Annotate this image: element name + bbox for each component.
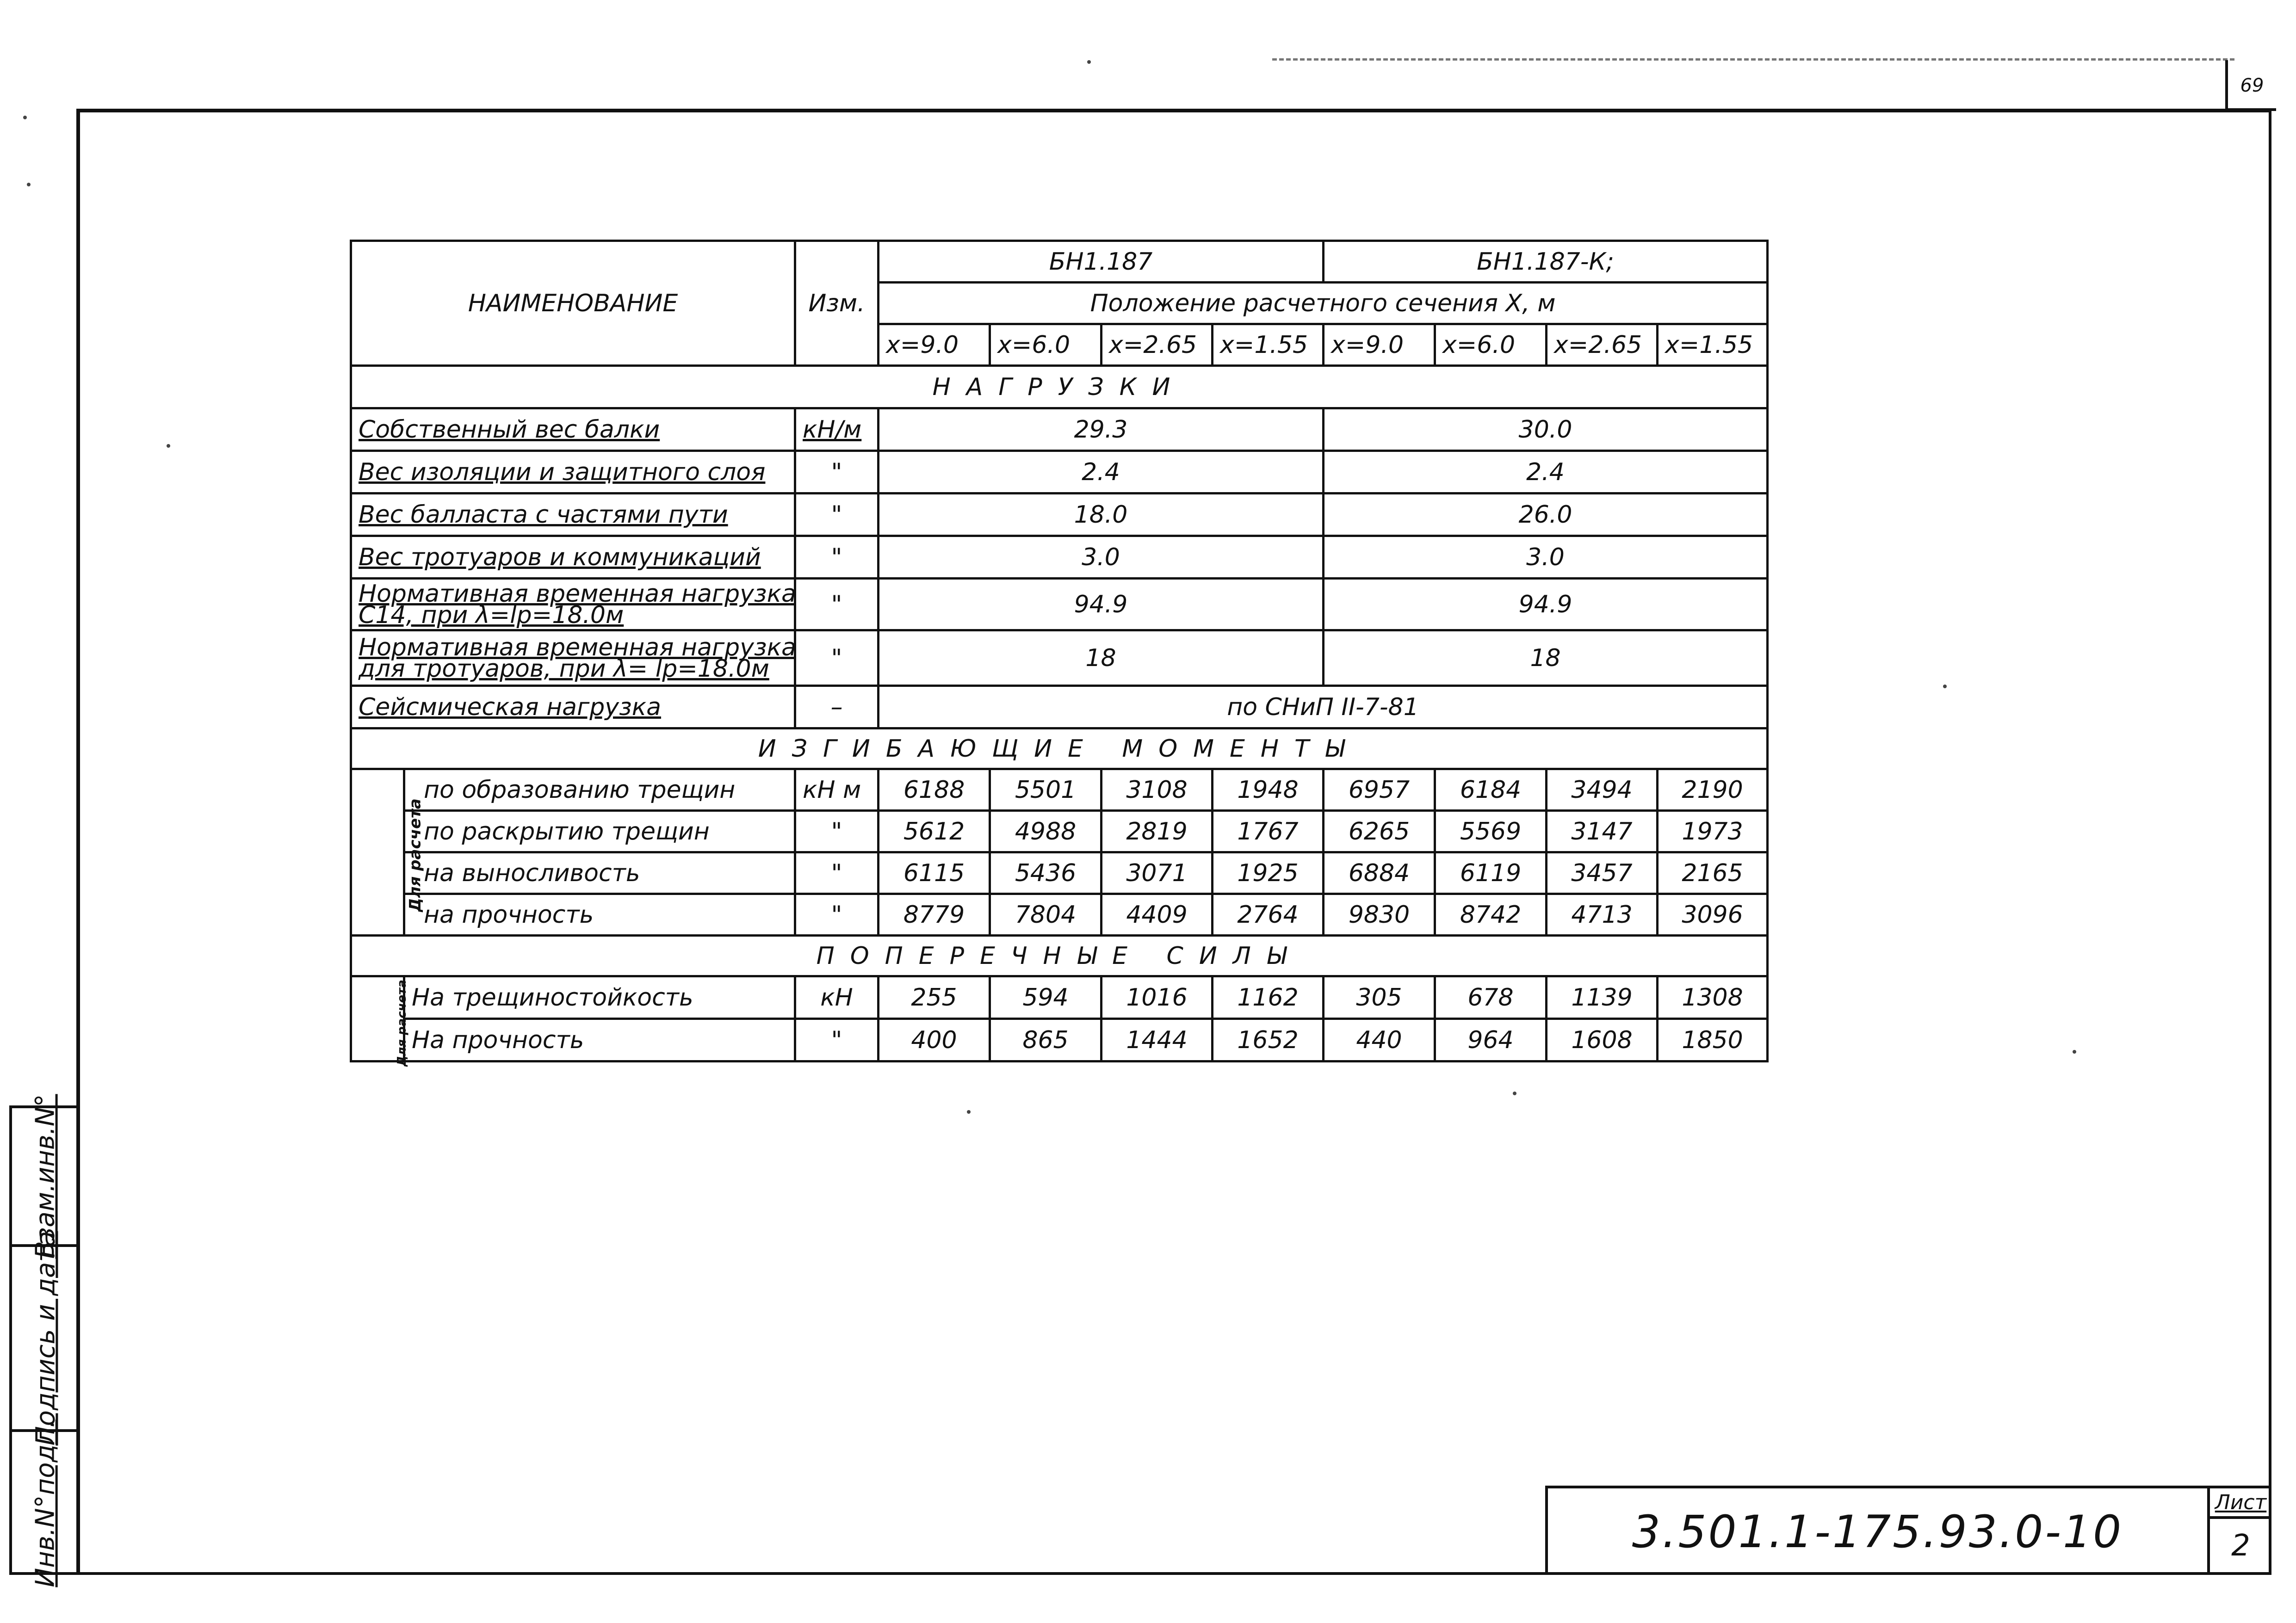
moment-value: 3147 (1547, 811, 1658, 852)
moment-value: 4409 (1102, 894, 1213, 936)
moment-value: 3494 (1547, 769, 1658, 811)
moment-value: 5569 (1435, 811, 1547, 852)
shear-unit: кН (795, 976, 879, 1019)
moment-value: 5501 (990, 769, 1102, 811)
load-unit: кН/м (795, 408, 879, 451)
moment-value: 9830 (1324, 894, 1435, 936)
moment-value: 3108 (1102, 769, 1213, 811)
load-name-line2: С14, при λ=lр=18.0м (359, 601, 624, 629)
moment-value: 8742 (1435, 894, 1547, 936)
moments-group-label (351, 769, 425, 936)
moment-unit: кН м (795, 769, 879, 811)
header-group-a: БН1.187 (879, 241, 1324, 283)
load-value-b: 2.4 (1324, 451, 1768, 494)
load-name: Собственный вес балки (351, 408, 795, 451)
shear-value: 400 (879, 1019, 990, 1061)
shear-value: 594 (990, 976, 1102, 1019)
shear-value: 678 (1435, 976, 1547, 1019)
title-block (1545, 1486, 2271, 1575)
seismic-unit: – (795, 686, 879, 728)
scan-speck (967, 1110, 971, 1114)
scan-speck (1943, 685, 1947, 688)
load-name: Вес балласта с частями пути (351, 494, 795, 536)
header-name: НАИМЕНОВАНИЕ (351, 241, 795, 366)
moment-value: 5612 (879, 811, 990, 852)
header-x-col: x=9.0 (879, 324, 990, 366)
load-value-b: 26.0 (1324, 494, 1768, 536)
sheet-label: Лист (2210, 1488, 2271, 1519)
scan-speck (1087, 60, 1091, 64)
shear-value: 1016 (1102, 976, 1213, 1019)
moment-value: 6265 (1324, 811, 1435, 852)
table-row (351, 852, 1768, 894)
section-moments-title: ИЗГИБАЮЩИЕ МОМЕНТЫ (351, 728, 1768, 769)
header-x-col: x=2.65 (1102, 324, 1213, 366)
load-value-b: 30.0 (1324, 408, 1768, 451)
load-value-a: 2.4 (879, 451, 1324, 494)
side-label-original-inv: Инв.N°подл. (31, 1419, 61, 1587)
table-row (351, 894, 1768, 936)
shear-name: На прочность (404, 1019, 795, 1061)
moment-value: 2165 (1658, 852, 1768, 894)
shear-value: 1850 (1658, 1019, 1768, 1061)
table-row (351, 686, 1768, 728)
moment-value: 1925 (1213, 852, 1324, 894)
side-label-signature-date: Подпись и дата (31, 1231, 61, 1445)
moment-name: по образованию трещин (404, 769, 795, 811)
load-value-a: 94.9 (879, 579, 1324, 630)
shear-group-label-text: Для расчета (395, 979, 409, 1067)
moment-value: 5436 (990, 852, 1102, 894)
moment-value: 3071 (1102, 852, 1213, 894)
sheet-cell (2207, 1488, 2271, 1575)
load-unit: " (795, 494, 879, 536)
load-value-a: 18 (879, 630, 1324, 686)
header-unit: Изм. (795, 241, 879, 366)
shear-value: 865 (990, 1019, 1102, 1061)
table-row (351, 811, 1768, 852)
load-value-a: 3.0 (879, 536, 1324, 579)
shear-value: 1444 (1102, 1019, 1213, 1061)
moment-value: 6119 (1435, 852, 1547, 894)
table-row (351, 494, 1768, 536)
moment-value: 3096 (1658, 894, 1768, 936)
table-row (351, 536, 1768, 579)
header-x-col: x=1.55 (1658, 324, 1768, 366)
moment-value: 6115 (879, 852, 990, 894)
header-x-col: x=6.0 (1435, 324, 1547, 366)
side-cell-signature-date (12, 1231, 79, 1445)
header-x-col: x=1.55 (1213, 324, 1324, 366)
sheet-number: 2 (2231, 1528, 2250, 1563)
load-name-line1: Нормативная временная нагрузка (359, 580, 796, 608)
shear-value: 440 (1324, 1019, 1435, 1061)
moment-unit: " (795, 811, 879, 852)
moment-value: 2819 (1102, 811, 1213, 852)
shear-value: 1139 (1547, 976, 1658, 1019)
page-number: 69 (2225, 60, 2276, 111)
moment-value: 6884 (1324, 852, 1435, 894)
scan-speck (167, 444, 170, 448)
header-x-col: x=2.65 (1547, 324, 1658, 366)
shear-value: 1608 (1547, 1019, 1658, 1061)
moments-group-label-text: Для расчета (406, 798, 425, 912)
moment-name: на выносливость (404, 852, 795, 894)
header-position: Положение расчетного сечения X, м (879, 283, 1768, 324)
moment-unit: " (795, 852, 879, 894)
moment-value: 1767 (1213, 811, 1324, 852)
moment-value: 2190 (1658, 769, 1768, 811)
load-unit: " (795, 579, 879, 630)
load-unit: " (795, 630, 879, 686)
load-name-line1: Нормативная временная нагрузка (359, 633, 796, 661)
shear-value: 305 (1324, 976, 1435, 1019)
moment-name: по раскрытию трещин (404, 811, 795, 852)
scan-speck (27, 183, 31, 186)
table-row (351, 408, 1768, 451)
table-row (351, 630, 1768, 686)
seismic-name: Сейсмическая нагрузка (351, 686, 795, 728)
side-cell-original-inv (12, 1419, 79, 1587)
moment-value: 3457 (1547, 852, 1658, 894)
seismic-value: по СНиП II-7-81 (879, 686, 1768, 728)
shear-value: 1308 (1658, 976, 1768, 1019)
load-name-two-line (351, 630, 795, 686)
scan-speck (2073, 1050, 2076, 1054)
load-name-two-line (351, 579, 795, 630)
shear-value: 1652 (1213, 1019, 1324, 1061)
table-row (351, 769, 1768, 811)
header-x-col: x=9.0 (1324, 324, 1435, 366)
scan-speck (1513, 1092, 1516, 1095)
moment-value: 7804 (990, 894, 1102, 936)
document-code: 3.501.1-175.93.0-10 (1632, 1506, 2123, 1558)
load-name: Вес тротуаров и коммуникаций (351, 536, 795, 579)
moment-value: 1973 (1658, 811, 1768, 852)
shear-value: 1162 (1213, 976, 1324, 1019)
loads-table (350, 240, 1769, 1067)
shear-value: 255 (879, 976, 990, 1019)
moment-value: 2764 (1213, 894, 1324, 936)
load-name-line2: для тротуаров, при λ= lр=18.0м (359, 654, 769, 683)
side-label-replace-inv: Взам.инв.N° (31, 1093, 61, 1259)
moment-name: на прочность (404, 894, 795, 936)
load-value-a: 29.3 (879, 408, 1324, 451)
moment-unit: " (795, 894, 879, 936)
load-name: Вес изоляции и защитного слоя (351, 451, 795, 494)
load-unit: " (795, 451, 879, 494)
top-dashed-rule (1272, 58, 2234, 61)
shear-value: 964 (1435, 1019, 1547, 1061)
shear-unit: " (795, 1019, 879, 1061)
moment-value: 6957 (1324, 769, 1435, 811)
shear-group-label (351, 976, 409, 1067)
side-stamp (9, 1093, 76, 1587)
load-value-a: 18.0 (879, 494, 1324, 536)
moment-value: 6188 (879, 769, 990, 811)
section-shear-title: ПОПЕРЕЧНЫЕ СИЛЫ (351, 936, 1768, 976)
table-row (351, 1019, 1768, 1061)
header-group-b: БН1.187-К; (1324, 241, 1768, 283)
moment-value: 1948 (1213, 769, 1324, 811)
load-unit: " (795, 536, 879, 579)
moment-value: 4713 (1547, 894, 1658, 936)
table-row (351, 451, 1768, 494)
side-cell-replace-inv (12, 1093, 79, 1259)
table-row (351, 579, 1768, 630)
header-x-col: x=6.0 (990, 324, 1102, 366)
scan-speck (23, 116, 27, 119)
load-value-b: 94.9 (1324, 579, 1768, 630)
moment-value: 6184 (1435, 769, 1547, 811)
load-value-b: 18 (1324, 630, 1768, 686)
table-row (351, 976, 1768, 1019)
shear-name: На трещиностойкость (404, 976, 795, 1019)
section-loads-title: НАГРУЗКИ (351, 366, 1768, 408)
load-value-b: 3.0 (1324, 536, 1768, 579)
moment-value: 8779 (879, 894, 990, 936)
moment-value: 4988 (990, 811, 1102, 852)
